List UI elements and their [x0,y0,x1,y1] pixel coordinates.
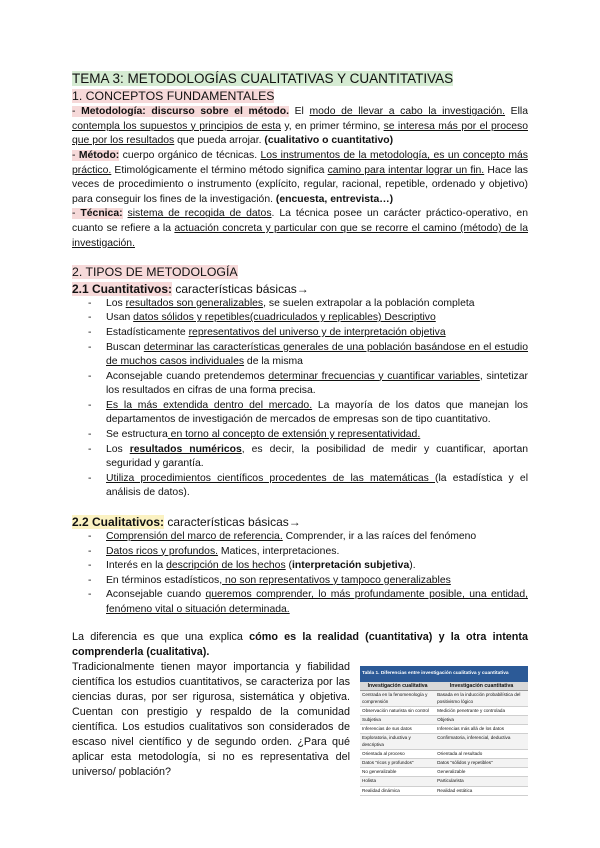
list-item: - Buscan determinar las características generales de una población basándose en el estudio de muchos casos individuales de la misma [106,341,528,370]
table-row: Datos "ricos y profundos" Datos "sólidos y repetibles" [360,759,528,768]
list-item: - Los resultados son generalizables, se suelen extrapolar a la población completa [106,297,528,312]
list-item: - Datos ricos y profundos. Matices, interpretaciones. [106,545,528,560]
list-item: - Interés en la descripción de los hechos (interpretación subjetiva). [106,559,528,574]
table-header: Investigación cualitativa [360,682,435,691]
list-item: - Aconsejable cuando queremos comprender, lo más profundamente posible, una entidad, fenómeno vital o situación determinada. [106,588,528,617]
comparison-table-figure [360,660,528,796]
list-item: - Utiliza procedimientos científicos procedentes de las matemáticas (la estadística y el análisis de datos). [106,472,528,501]
table-row: Centrada en la fenomenología y comprensión Basada en la inducción probabilística del positivismo lógico [360,691,528,706]
comparison-columns [72,660,528,796]
table-row: Orientada al proceso Orientada al resultado [360,749,528,758]
document-content [72,70,528,796]
table-row: Realidad dinámica Realidad estática [360,786,528,795]
table-row: Subjetiva Objetiva [360,716,528,725]
comparison-section [72,630,528,796]
def-term: Técnica: [80,208,123,220]
list-item: - En términos estadísticos, no son representativos y tampoco generalizables [106,574,528,589]
section1-heading: 1. CONCEPTOS FUNDAMENTALES [72,88,275,103]
list-item: - Comprensión del marco de referencia. Comprender, ir a las raíces del fenómeno [106,530,528,545]
list-item: - Es la más extendida dentro del mercado. La mayoría de los datos que manejan los departamentos de investigación de mercados de empresas son de tipo cuantitativo. [106,399,528,428]
list-item: - Estadísticamente representativos del universo y de interpretación objetiva [106,326,528,341]
table-header: Investigación cuantitativa [435,682,528,691]
table-row: Observación naturista sin control Medición penetrante y controlada [360,706,528,715]
comparison-paragraph: Tradicionalmente tienen mayor importancia y fiabilidad científica los estudios cuantitativos, se caracteriza por las ciencias duras, por ser rigurosa, sistemática y objetiva. Cuentan con prestigio y respaldo de la comunidad científica. Los estudios cualitativos son considerados de escaso nivel científico y de segundo orden. ¿Para qué aplicar esta metodología, si no es representativa del universo/ población? [72,660,350,778]
table-row: Holista Particularista [360,777,528,786]
definition-metodo: - Método: cuerpo orgánico de técnicas. Los instrumentos de la metodología, es un concepto más práctico. Etimológicamente el término método significa camino para intentar lograr un fin. Hace las veces de procedimiento o instrumento (explícito, regular, racional, repetible, ordenado y objetivo) para conseguir los fines de la investigación. (encuesta, entrevista…) [72,149,528,205]
cuantitativos-heading: 2.1 Cuantitativos: características básicas→ [72,281,309,296]
cualitativos-heading: 2.2 Cualitativos: características básicas→ [72,515,301,530]
def-term: Metodología: discurso sobre el método. [81,106,289,118]
section2-heading: 2. TIPOS DE METODOLOGÍA [72,265,238,280]
cualitativos-list [72,530,528,618]
table-row: Exploratoria, inductiva y descriptiva Confirmatoria, inferencial, deductiva [360,734,528,749]
table-caption: Tabla 1. Diferencias entre investigación cualitativa y cuantitativa [360,666,528,683]
comparison-table [360,682,528,796]
cuantitativos-list [72,297,528,501]
table-row: Inferencias de sus datos Inferencias más allá de los datos [360,725,528,734]
list-item: - Los resultados numéricos, es decir, la posibilidad de medir y cuantificar, aportan seguridad y garantía. [106,443,528,472]
list-item: - Se estructura en torno al concepto de extensión y representatividad. [106,428,528,443]
list-item: - Aconsejable cuando pretendemos determinar frecuencias y cuantificar variables, sintetizar los resultados en cifras de una forma precisa. [106,370,528,399]
document-title: TEMA 3: METODOLOGÍAS CUALITATIVAS Y CUANTITATIVAS [72,71,454,86]
def-term: Método: [78,149,120,161]
definition-metodologia: - Metodología: discurso sobre el método. El modo de llevar a cabo la investigación. Ella contempla los supuestos y principios de esta y, en primer término, se interesa más por el proceso que por los resultados que pueda arrojar. (cualitativo o cuantitativo) [72,106,528,147]
table-header-row [360,682,528,691]
table-row: No generalizable Generalizable [360,768,528,777]
def-prefix: - [72,106,82,118]
definition-tecnica: - Técnica: sistema de recogida de datos. La técnica posee un carácter práctico-operativo, en cuanto se refiere a la actuación concreta y particular con que se recorre el camino (método) de la investigación. [72,208,528,249]
comparison-lead: La diferencia es que una explica cómo es la realidad (cuantitativa) y la otra intenta comprenderla (cualitativa). [72,630,528,658]
list-item: - Usan datos sólidos y repetibles(cuadriculados y replicables) Descriptivo [106,311,528,326]
